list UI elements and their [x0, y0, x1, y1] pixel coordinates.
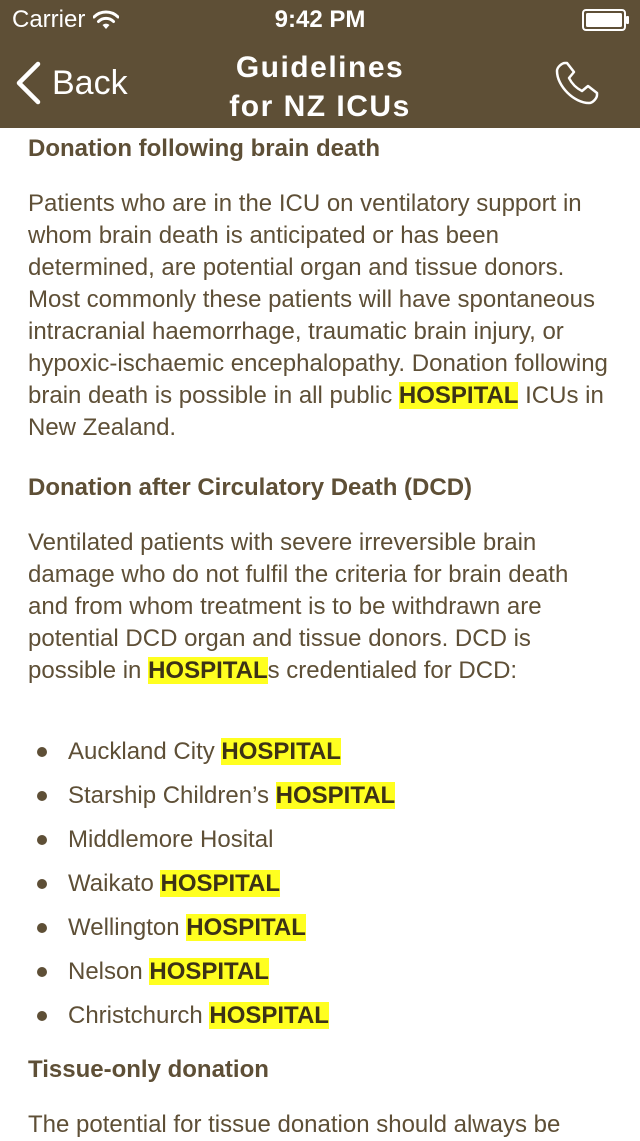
hospital-name: Starship Children’s [68, 782, 276, 809]
paragraph-brain-death [28, 188, 612, 444]
paragraph-tissue: The potential for tissue donation should always be [28, 1111, 561, 1138]
back-button[interactable] [14, 58, 128, 108]
section-heading-brain-death: Donation following brain death [28, 135, 380, 162]
highlighted-term: HOSPITAL [275, 782, 396, 809]
hospital-name: Nelson [68, 958, 150, 985]
highlighted-term: HOSPITAL [148, 657, 268, 684]
page-title [160, 48, 480, 126]
article-content [28, 128, 612, 1141]
page-title-line-2: for NZ ICUs [229, 90, 411, 123]
paragraph-dcd [28, 527, 612, 687]
paragraph-text: Patients who are in the ICU on ventilatory support in whom brain death is anticipated or has been determined, are potential organ and tissue donors. Most commonly these patients will have spontaneous intracranial haemorrhage, traumatic brain injury, or hypoxic-ischaemic encephalopathy. Donation following brain death is possible in all public [28, 190, 608, 409]
highlighted-term: HOSPITAL [209, 1002, 329, 1029]
highlighted-term: HOSPITAL [186, 914, 306, 941]
page-title-line-1: Guidelines [235, 51, 405, 84]
battery-icon [582, 9, 630, 31]
section-heading-tissue: Tissue-only donation [28, 1056, 269, 1083]
navigation-bar [0, 0, 640, 128]
hospital-name: Christchurch [68, 1002, 210, 1029]
status-bar [0, 0, 640, 40]
bullet-icon [37, 923, 47, 933]
hospital-name: Wellington [68, 914, 187, 941]
list-item [28, 998, 612, 1042]
list-item [28, 954, 612, 998]
paragraph-text: Ventilated patients with severe irreversible brain damage who do not fulfil the criteria for brain death and from whom treatment is to be withdrawn are potential DCD organ and tissue donors. DCD is possible in [28, 529, 569, 684]
highlighted-term: HOSPITAL [160, 870, 281, 897]
phone-icon[interactable] [552, 58, 602, 108]
section-heading-dcd: Donation after Circulatory Death (DCD) [28, 474, 473, 501]
bullet-icon [37, 835, 47, 845]
status-time: 9:42 PM [274, 6, 366, 33]
bullet-icon [37, 791, 47, 801]
hospital-name: Middlemore Hosital [68, 826, 274, 853]
bullet-icon [37, 967, 47, 977]
chevron-left-icon [14, 61, 42, 105]
hospital-name: Waikato [68, 870, 161, 897]
back-label: Back [52, 63, 128, 102]
list-item [28, 822, 612, 866]
highlighted-term: HOSPITAL [398, 382, 519, 409]
highlighted-term: HOSPITAL [149, 958, 269, 985]
bullet-icon [37, 1011, 47, 1021]
list-item [28, 778, 612, 822]
carrier-label: Carrier [12, 6, 86, 33]
bullet-icon [37, 747, 47, 757]
highlighted-term: HOSPITAL [221, 738, 341, 765]
paragraph-text: s credentialed for DCD: [267, 657, 518, 684]
hospital-name: Auckland City [68, 738, 222, 765]
hospital-list [28, 734, 612, 1042]
paragraph-text: ICUs in New Zealand. [28, 382, 604, 441]
list-item [28, 734, 612, 778]
list-item [28, 910, 612, 954]
bullet-icon [37, 879, 47, 889]
list-item [28, 866, 612, 910]
